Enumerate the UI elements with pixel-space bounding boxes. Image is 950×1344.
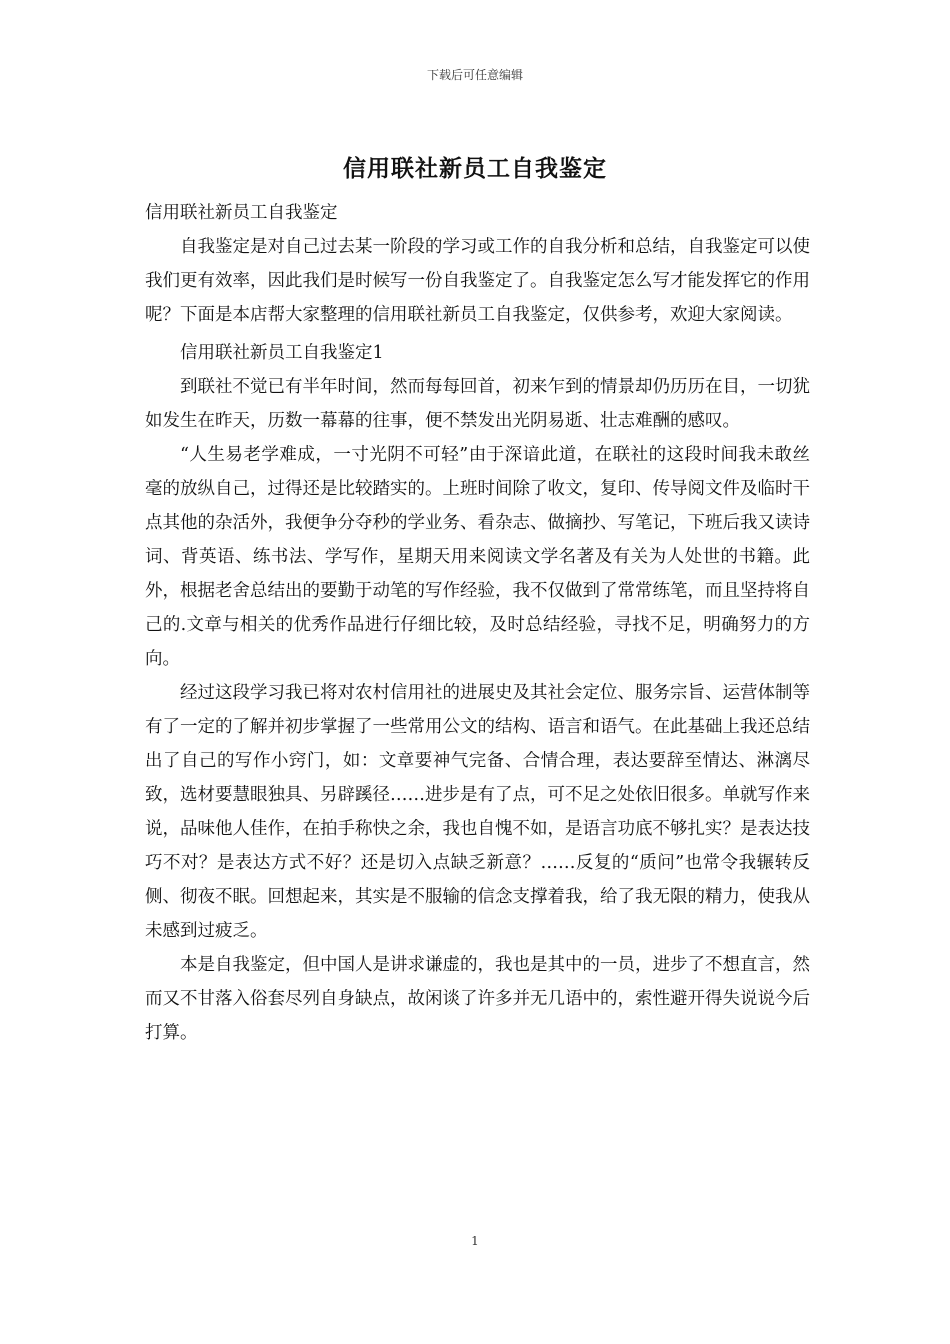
page-number: 1 <box>471 1234 479 1248</box>
intro-heading: 信用联社新员工自我鉴定 <box>145 203 338 223</box>
paragraph-intro: 自我鉴定是对自己过去某一阶段的学习或工作的自我分析和总结，自我鉴定可以使我们更有效率，因此我们是时候写一份自我鉴定了。自我鉴定怎么写才能发挥它的作用呢？下面是本店帮大家整理的信用联社新员工自我鉴定，仅供参考，欢迎大家阅读。 <box>145 237 810 325</box>
document-body <box>145 196 810 1050</box>
paragraph-4: 本是自我鉴定，但中国人是讲求谦虚的，我也是其中的一员，进步了不想直言，然而又不甘落入俗套尽列自身缺点，故闲谈了许多并无几语中的，索性避开得失说说今后打算。 <box>145 955 810 1043</box>
paragraph-2: “人生易老学难成，一寸光阴不可轻”由于深谙此道，在联社的这段时间我未敢丝毫的放纵自己，过得还是比较踏实的。上班时间除了收文，复印、传导阅文件及临时干点其他的杂活外，我便争分夺秒的学业务、看杂志、做摘抄、写笔记，下班后我又读诗词、背英语、练书法、学写作，星期天用来阅读文学名著及有关为人处世的书籍。此外，根据老舍总结出的要勤于动笔的写作经验，我不仅做到了常常练笔，而且坚持将自己的.文章与相关的优秀作品进行仔细比较，及时总结经验，寻找不足，明确努力的方向。 <box>145 445 810 669</box>
paragraph-3: 经过这段学习我已将对农村信用社的进展史及其社会定位、服务宗旨、运营体制等有了一定的了解并初步掌握了一些常用公文的结构、语言和语气。在此基础上我还总结出了自己的写作小窍门，如：文章要神气完备、合情合理，表达要辞至情达、淋漓尽致，选材要慧眼独具、另辟蹊径……进步是有了点，可不足之处依旧很多。单就写作来说，品味他人佳作，在拍手称快之余，我也自愧不如，是语言功底不够扎实？是表达技巧不对？是表达方式不好？还是切入点缺乏新意？……反复的“质问”也常令我辗转反侧、彻夜不眠。回想起来，其实是不服输的信念支撑着我，给了我无限的精力，使我从未感到过疲乏。 <box>145 683 810 941</box>
header-note: 下载后可任意编辑 <box>426 68 523 82</box>
paragraph-1: 到联社不觉已有半年时间，然而每每回首，初来乍到的情景却仍历历在目，一切犹如发生在昨天，历数一幕幕的往事，便不禁发出光阴易逝、壮志难酬的感叹。 <box>145 377 810 431</box>
document-title: 信用联社新员工自我鉴定 <box>343 155 607 182</box>
section-heading: 信用联社新员工自我鉴定1 <box>180 343 384 363</box>
